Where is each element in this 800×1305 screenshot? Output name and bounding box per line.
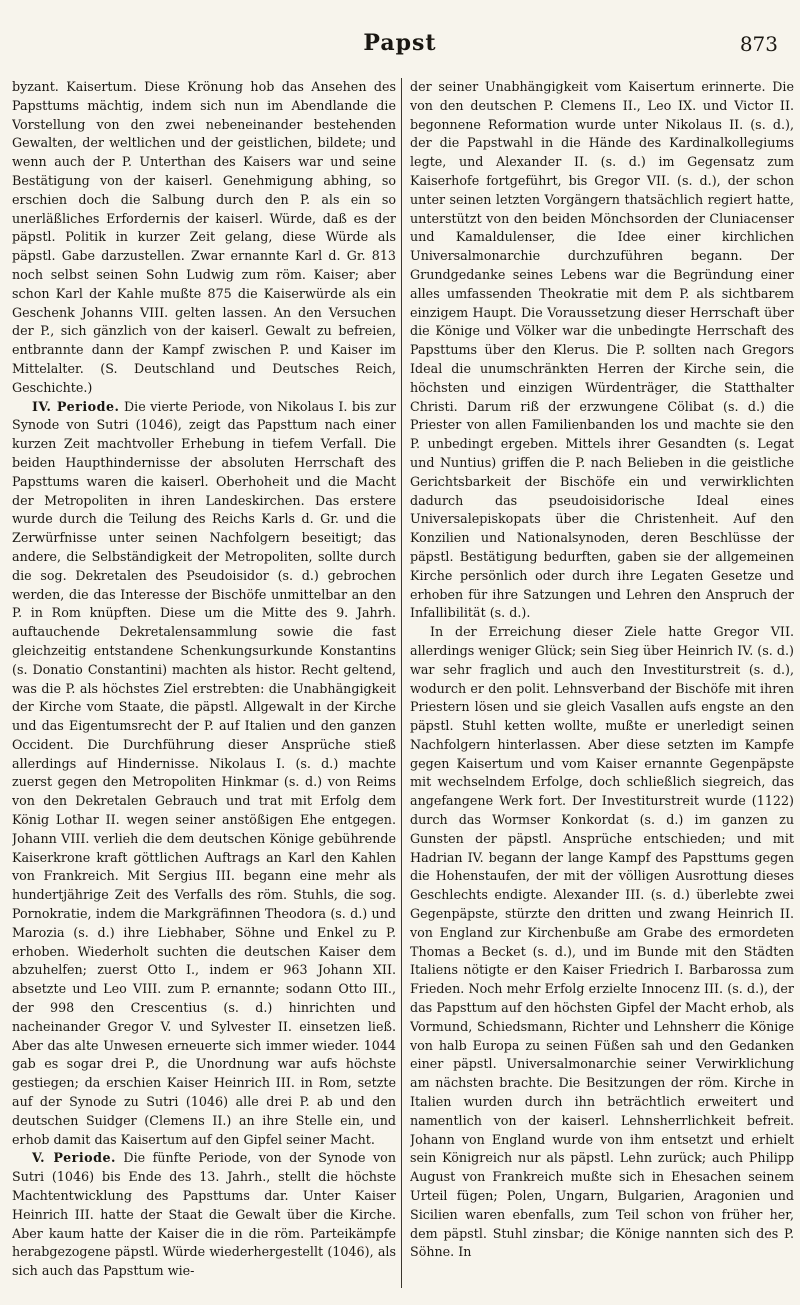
paragraph-continuation: byzant. Kaisertum. Diese Krönung hob das Ansehen des Papsttums mächtig, indem sich nun im Abendlande die Vorstellung von den zwei nebeneinander bestehenden Gewalten, der weltlichen und der geistlichen, bildete; und wenn auch der P. Unterthan des Kaisers war und seine Bestätigung von der kaiserl. Genehmigung abhing, so erschien doch die Salbung durch den P. als ein so unerläßliches Erfordernis der kaiserl. Würde, daß es der päpstl. Politik in kurzer Zeit gelang, diese Würde als päpstl. Gabe darzustellen. Zwar ernannte Karl d. Gr. 813 noch selbst seinen Sohn Ludwig zum röm. Kaiser; aber schon Karl der Kahle mußte 875 die Kaiserwürde als ein Geschenk Johanns VIII. gelten lassen. An den Versuchen der P., sich gänzlich von der kaiserl. Gewalt zu befreien, entbrannte dann der Kampf zwischen P. und Kaiser im Mittelalter. (S. Deutschland und Deutsches Reich, Geschichte.) <box>12 79 396 395</box>
page-number: 873 <box>739 32 778 56</box>
paragraph-continuation-right: der seiner Unabhängigkeit vom Kaisertum erinnerte. Die von den deutschen P. Clemens II., Leo IX. und Victor II. begonnene Reformation wurde unter Nikolaus II. (s. d.), der die Papstwahl in die Hände des Kardinalkollegiums legte, und Alexander II. (s. d.) im Gegensatz zum Kaiserhofe fortgeführt, bis Gregor VII. (s. d.), der schon unter seinen letzten Vorgängern thatsächlich regiert hatte, unterstützt von den beiden Mönchsorden der Cluniacenser und Kamaldulenser, die Idee einer kirchlichen Universalmonarchie durchzuführen begann. Der Grundgedanke seines Lebens war die Begründung einer alles umfassenden Theokratie mit dem P. als sichtbarem einzigem Haupt. Die Voraussetzung dieser Herrschaft über die Könige und Völker war die unbedingte Herrschaft des Papsttums über den Klerus. Die P. sollten nach Gregors Ideal die unumschränkten Herren der Kirche sein, die höchsten und einzigen Würdenträger, die Statthalter Christi. Darum riß der erzwungene Cölibat (s. d.) die Priester von allen Familienbanden los und machte sie den P. unbedingt ergeben. Mittels ihrer Gesandten (s. Legat und Nuntius) griffen die P. nach Belieben in die geistliche Gerichtsbarkeit der Bischöfe ein und verwirklichten dadurch das pseudoisidorische Ideal eines Universalepiskopats über die Christenheit. Auf den Konzilien und Nationalsynoden, deren Beschlüsse der päpstl. Bestätigung bedurften, gaben sie der allgemeinen Kirche persönlich oder durch ihre Legaten Gesetze und erhoben für ihre Satzungen und Lehren den Anspruch der Infallibilität (s. d.). <box>410 79 794 621</box>
section-lead-v: V. Periode. <box>32 1150 116 1166</box>
section-text-iv: Die vierte Periode, von Nikolaus I. bis zur Synode von Sutri (1046), zeigt das Papsttum nach einer kurzen Zeit machtvoller Erhebung in tiefem Verfall. Die beiden Haupthindernisse der absoluten Herrschaft des Papsttums waren die kaiserl. Oberhoheit und die Macht der Metropoliten in ihren Landeskirchen. Das erstere wurde durch die Teilung des Reichs Karls d. Gr. und die Zerwürfnisse unter seinen Nachfolgern beseitigt; das andere, die Selbständigkeit der Metropoliten, sollte durch die sog. Dekretalen des Pseudoisidor (s. d.) gebrochen werden, die das Interesse der Bischöfe unmittelbar an den P. in Rom knüpften. Diese um die Mitte des 9. Jahrh. auftauchende Dekretalensammlung sowie die fast gleichzeitig entstandene Schenkungsurkunde Konstantins (s. Donatio Constantini) machten als histor. Recht geltend, was die P. als höchstes Ziel erstrebten: die Unabhängigkeit der Kirche vom Staate, die päpstl. Allgewalt in der Kirche und das Eigentumsrecht der P. auf Italien und den ganzen Occident. Die Durchführung dieser Ansprüche stieß allerdings auf Hindernisse. Nikolaus I. (s. d.) machte zuerst gegen den Metropoliten Hinkmar (s. d.) von Reims von den Dekretalen Gebrauch und trat mit Erfolg dem König Lothar II. wegen seiner anstößigen Ehe entgegen. Johann VIII. verlieh die dem deutschen Könige gebührende Kaiserkrone kraft göttlichen Auftrags an Karl den Kahlen von Frankreich. Mit Sergius III. begann eine mehr als hundertjährige Zeit des Verfalls des röm. Stuhls, die sog. Pornokratie, indem die Markgräfinnen Theodora (s. d.) und Marozia (s. d.) ihre Liebhaber, Söhne und Enkel zu P. erhoben. Wiederholt suchten die deutschen Kaiser dem abzuhelfen; zuerst Otto I., indem er 963 Johann XII. absetzte und Leo VIII. zum P. ernannte; sodann Otto III., der 998 den Crescentius (s. d.) hinrichten und nacheinander Gregor V. und Sylvester II. einsetzen ließ. Aber das alte Unwesen erneuerte sich immer wieder. 1044 gab es sogar drei P., die Unordnung war aufs höchste gestiegen; da erschien Kaiser Heinrich III. in Rom, setzte auf der Synode zu Sutri (1046) alle drei P. ab und den deutschen Suidger (Clemens II.) an ihre Stelle ein, und erhob damit das Kaisertum auf den Gipfel seiner Macht. <box>12 398 396 1147</box>
section-text-v: Die fünfte Periode, von der Synode von Sutri (1046) bis Ende des 13. Jahrh., stellt die höchste Machtentwicklung des Papsttums dar. Unter Kaiser Heinrich III. hatte der Staat die Gewalt über die Kirche. Aber kaum hatte der Kaiser die in die röm. Parteikämpfe herabgezogene päpstl. Würde wiederhergestellt (1046), als sich auch das Papsttum wie- <box>12 1150 396 1279</box>
paragraph-period-iv <box>12 398 396 1150</box>
column-divider <box>401 78 402 1288</box>
page-header <box>0 30 800 66</box>
right-column <box>410 78 794 1290</box>
running-head: Papst <box>363 30 437 56</box>
paragraph-gregor: In der Erreichung dieser Ziele hatte Gregor VII. allerdings weniger Glück; sein Sieg über Heinrich IV. (s. d.) war sehr fraglich und auch den Investiturstreit (s. d.), wodurch er den polit. Lehnsverband der Bischöfe mit ihren Priestern lösen und sie gleich Vasallen aufs engste an den päpstl. Stuhl ketten wollte, mußte er unerledigt seinen Nachfolgern hinterlassen. Aber diese setzten im Kampfe gegen Kaisertum und vom Kaiser ernannte Gegenpäpste mit wechselndem Erfolge, doch schließlich siegreich, das angefangene Werk fort. Der Investiturstreit wurde (1122) durch das Wormser Konkordat (s. d.) im ganzen zu Gunsten der päpstl. Ansprüche entschieden; und mit Hadrian IV. begann der lange Kampf des Papsttums gegen die Hohenstaufen, der mit der völligen Ausrottung dieses Geschlechts endigte. Alexander III. (s. d.) überlebte zwei Gegenpäpste, stürzte den dritten und zwang Heinrich II. von England zur Kirchenbuße am Grabe des ermordeten Thomas a Becket (s. d.), und im Bunde mit den Städten Italiens nötigte er den Kaiser Friedrich I. Barbarossa zum Frieden. Noch mehr Erfolg erzielte Innocenz III. (s. d.), der das Papsttum auf den höchsten Gipfel der Macht erhob, als Vormund, Schiedsmann, Richter und Lehnsherr die Könige von halb Europa zu seinen Füßen sah und den Gedanken einer päpstl. Universalmonarchie seiner Verwirklichung am nächsten brachte. Die Besitzungen der röm. Kirche in Italien wurden durch ihn beträchtlich erweitert und namentlich von der kaiserl. Lehnsherrlichkeit befreit. Johann von England wurde von ihm entsetzt und erhielt sein Königreich nur als päpstl. Lehn zurück; auch Philipp August von Frankreich mußte sich in Ehesachen seinem Urteil fügen; Polen, Ungarn, Bulgarien, Aragonien und Sicilien waren ebenfalls, zum Teil schon von früher her, dem päpstl. Stuhl zinsbar; die Könige nannten sich des P. Söhne. In <box>410 624 794 1260</box>
section-lead-iv: IV. Periode. <box>32 398 120 414</box>
paragraph-period-v <box>12 1149 396 1281</box>
left-column <box>12 78 396 1290</box>
